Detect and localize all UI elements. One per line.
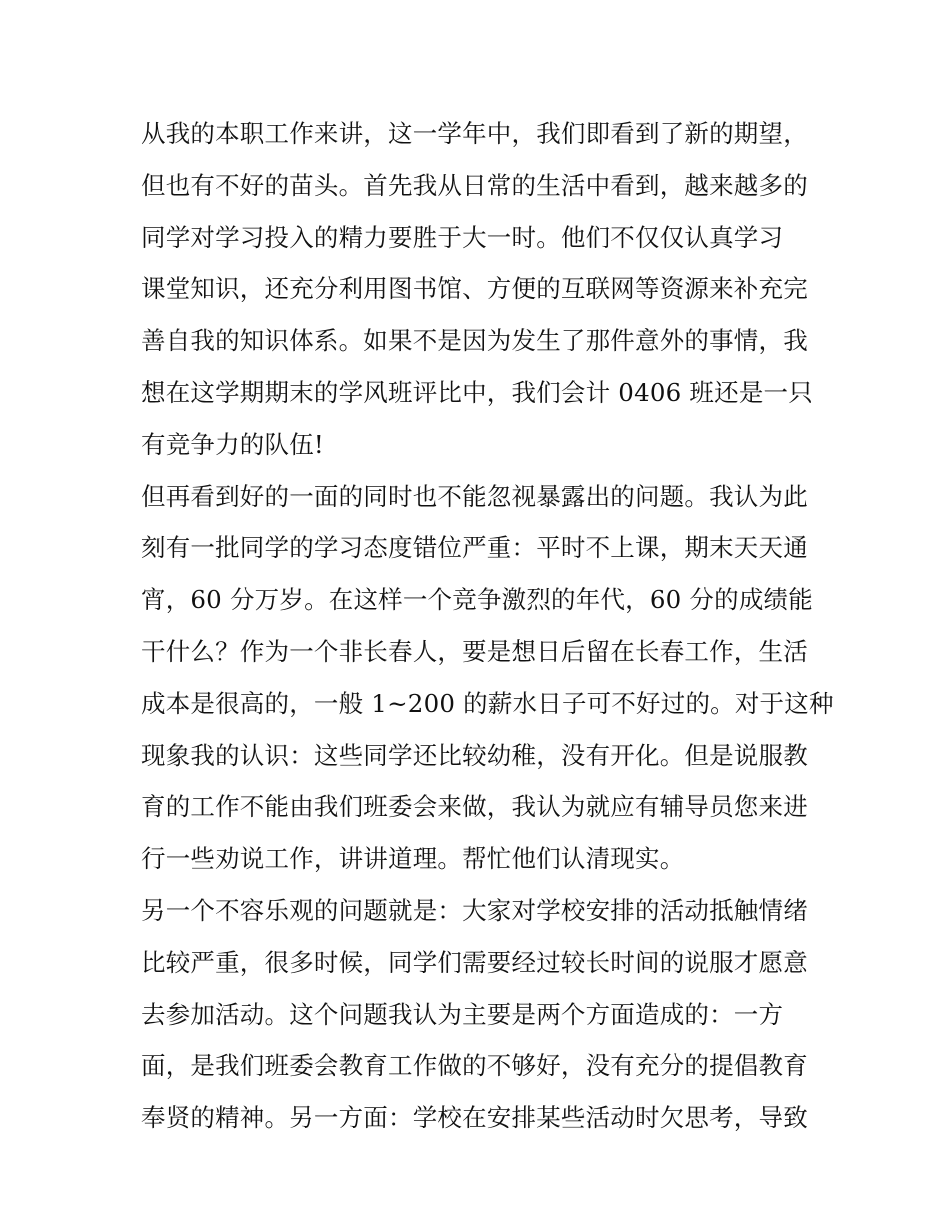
text-line: 干什么？作为一个非长春人，要是想日后留在长春工作，生活 bbox=[141, 636, 808, 666]
text-line: 善自我的知识体系。如果不是因为发生了那件意外的事情，我 bbox=[141, 326, 808, 356]
text-line: 另一个不容乐观的问题就是：大家对学校安排的活动抵触情绪 bbox=[141, 895, 808, 925]
text-line: 但也有不好的苗头。首先我从日常的生活中看到，越来越多的 bbox=[141, 170, 808, 200]
text-line: 现象我的认识：这些同学还比较幼稚，没有开化。但是说服教 bbox=[141, 740, 808, 770]
text-line: 行一些劝说工作，讲讲道理。帮忙他们认清现实。 bbox=[141, 844, 685, 874]
text-line: 有竞争力的队伍! bbox=[141, 429, 324, 459]
text-line: 刻有一批同学的学习态度错位严重：平时不上课，期末天天通 bbox=[141, 533, 808, 563]
text-line: 比较严重，很多时候，同学们需要经过较长时间的说服才愿意 bbox=[141, 947, 808, 977]
text-line: 奉贤的精神。另一方面：学校在安排某些活动时欠思考，导致 bbox=[141, 1103, 808, 1133]
body-text bbox=[141, 108, 834, 1144]
text-line: 育的工作不能由我们班委会来做，我认为就应有辅导员您来进 bbox=[141, 792, 808, 822]
text-line: 面，是我们班委会教育工作做的不够好，没有充分的提倡教育 bbox=[141, 1051, 808, 1081]
text-line: 宵，60 分万岁。在这样一个竞争激烈的年代，60 分的成绩能 bbox=[141, 585, 813, 615]
text-line: 从我的本职工作来讲，这一学年中，我们即看到了新的期望， bbox=[141, 119, 808, 148]
text-line: 但再看到好的一面的同时也不能忽视暴露出的问题。我认为此 bbox=[141, 481, 808, 511]
text-line: 课堂知识，还充分利用图书馆、方便的互联网等资源来补充完 bbox=[141, 274, 808, 304]
text-line: 想在这学期期末的学风班评比中，我们会计 0406 班还是一只 bbox=[141, 377, 813, 407]
text-line: 同学对学习投入的精力要胜于大一时。他们不仅仅认真学习 bbox=[141, 222, 784, 252]
text-line: 去参加活动。这个问题我认为主要是两个方面造成的：一方 bbox=[141, 999, 784, 1029]
text-line: 成本是很高的，一般 1~200 的薪水日子可不好过的。对于这种 bbox=[141, 688, 834, 718]
